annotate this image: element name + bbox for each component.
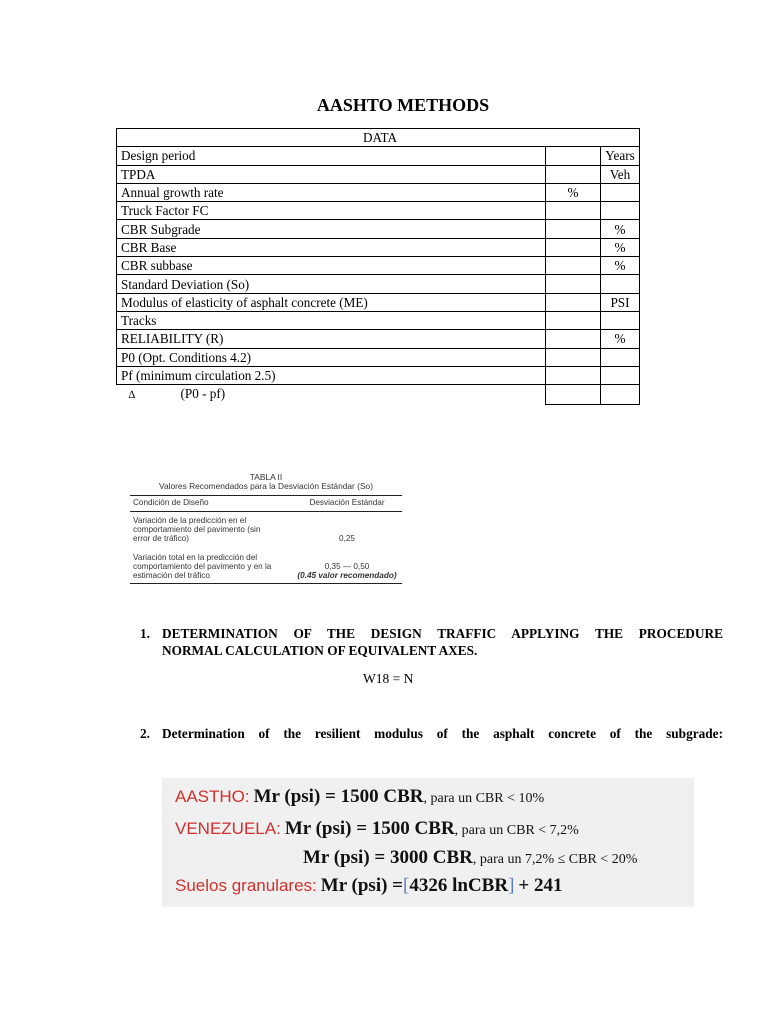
data-table-row [117,275,640,293]
formula-aastho-eq: Mr (psi) = 1500 CBR [253,786,424,807]
data-table-row-label: CBR subbase [117,257,546,275]
data-table-row [117,348,640,366]
formula-venezuela-1 [175,818,579,840]
tabla2-col2: Desviación Estándar [309,498,385,507]
data-table-row [117,165,640,183]
data-table-row-label: Design period [117,147,546,165]
delta-row-value [546,385,601,405]
section-2-heading [162,725,723,742]
data-table-row-unit [601,275,640,293]
formula-aastho-cond: , para un CBR < 10% [423,791,545,806]
formula-aastho [175,786,544,808]
delta-label: (P0 - pf) [180,386,226,402]
data-table-row-unit [601,348,640,366]
tabla2-subtitle: Valores Recomendados para la Desviación Estándar (So) [159,481,373,491]
tabla2-col1: Condición de Diseño [133,498,209,507]
data-table-row-label: Standard Deviation (So) [117,275,546,293]
data-table-row-value [546,275,601,293]
data-table-row-label: Modulus of elasticity of asphalt concrete (ME) [117,293,546,311]
section-1-line-1: DETERMINATION OF THE DESIGN TRAFFIC APPLYING THE PROCEDURE [162,626,723,641]
bracket-left-icon: [ [403,875,410,896]
data-table-row [117,366,640,384]
delta-row-unit [601,385,640,405]
resilient-modulus-formulas [162,778,694,907]
data-table-row-label: P0 (Opt. Conditions 4.2) [117,348,546,366]
data-table-header-row [117,129,640,147]
formula-venezuela-cond: , para un CBR < 7,2% [454,823,579,838]
data-table-row-unit [601,311,640,329]
data-table-row-value [546,238,601,256]
formula-granular-eq-right: + 241 [518,875,563,896]
formula-granular-label: Suelos granulares: [175,876,317,895]
data-table-row-label: Annual growth rate [117,183,546,201]
data-table-row-unit: PSI [601,293,640,311]
data-table-row-label: Pf (minimum circulation 2.5) [117,366,546,384]
data-table-row-unit [601,183,640,201]
data-table-row-value [546,330,601,348]
tabla2-header-row [130,496,402,512]
formula-venezuela2-eq: Mr (psi) = 3000 CBR [303,847,473,868]
tabla2-row1-value: 0,25 [339,534,355,543]
tabla2-row1-label: Variación de la predicción en el comportamiento del pavimento (sin error de tráfico) [133,516,261,543]
data-table-row-value [546,257,601,275]
data-table-row-value [546,293,601,311]
data-table-row-label: CBR Subgrade [117,220,546,238]
formula-granular-eq-main: 4326 lnCBR [409,875,509,896]
data-table-row [117,293,640,311]
data-table-row-unit [601,202,640,220]
formula-aastho-label: AASTHO: [175,787,250,806]
data-table-row-value [546,311,601,329]
data-table-row-value [546,147,601,165]
tabla2-row2-value: 0,35 — 0,50 [324,562,370,571]
formula-venezuela-2 [303,847,637,869]
data-table-row-label: CBR Base [117,238,546,256]
data-table-row-value [546,202,601,220]
data-table-row-unit: Years [601,147,640,165]
section-2-text: Determination of the resilient modulus of the asphalt concrete of the subgrade: [162,726,723,741]
document-title: AASHTO METHODS [316,95,490,115]
data-table-header: DATA [117,129,640,147]
data-table-row [117,311,640,329]
delta-row [117,385,640,405]
data-table-row-value: % [546,183,601,201]
section-1 [140,625,723,659]
tabla2-title: TABLA II [249,472,283,482]
data-table-row [117,147,640,165]
standard-deviation-table [130,473,402,584]
formula-venezuela-label: VENEZUELA: [175,819,281,838]
data-table-row-unit: Veh [601,165,640,183]
formula-venezuela2-cond: , para un 7,2% ≤ CBR < 20% [472,852,638,867]
data-table-row-value [546,220,601,238]
delta-row-label-cell [117,385,546,405]
section-2-number: 2. [140,726,150,741]
w18-formula: W18 = N [363,671,414,686]
data-table-row-label: TPDA [117,165,546,183]
tabla2-row2-label: Variación total en la predicción del comportamiento del pavimento y en la estimación del tráfico [133,553,272,580]
data-table-row-label: RELIABILITY (R) [117,330,546,348]
section-1-number: 1. [140,626,150,641]
tabla2-row2-note: (0.45 valor recomendado) [297,571,397,580]
tabla2-row-1 [130,512,402,543]
data-table-row-label: Truck Factor FC [117,202,546,220]
formula-granular-eq-left: Mr (psi) = [320,875,404,896]
section-1-line-2: NORMAL CALCULATION OF EQUIVALENT AXES. [162,643,478,658]
data-table-row-value [546,348,601,366]
formula-granular [175,875,562,897]
data-table-row [117,220,640,238]
data-table-row [117,257,640,275]
tabla2-row2-value-cell [292,547,402,580]
data-table-row-unit: % [601,257,640,275]
delta-icon: ∆ [128,389,136,402]
formula-venezuela-eq: Mr (psi) = 1500 CBR [284,818,455,839]
data-table-row [117,183,640,201]
tabla2-row-2 [130,543,402,584]
data-table-row-value [546,165,601,183]
data-table-row [117,330,640,348]
data-table-row-label: Tracks [117,311,546,329]
data-table-row-value [546,366,601,384]
section-1-heading [162,625,723,659]
data-table [116,128,640,405]
data-table-row [117,238,640,256]
bracket-right-icon: ] [508,875,515,896]
data-table-row-unit: % [601,238,640,256]
data-table-row-unit: % [601,330,640,348]
section-2 [140,725,723,742]
data-table-row-unit: % [601,220,640,238]
data-table-row [117,202,640,220]
data-table-row-unit [601,366,640,384]
